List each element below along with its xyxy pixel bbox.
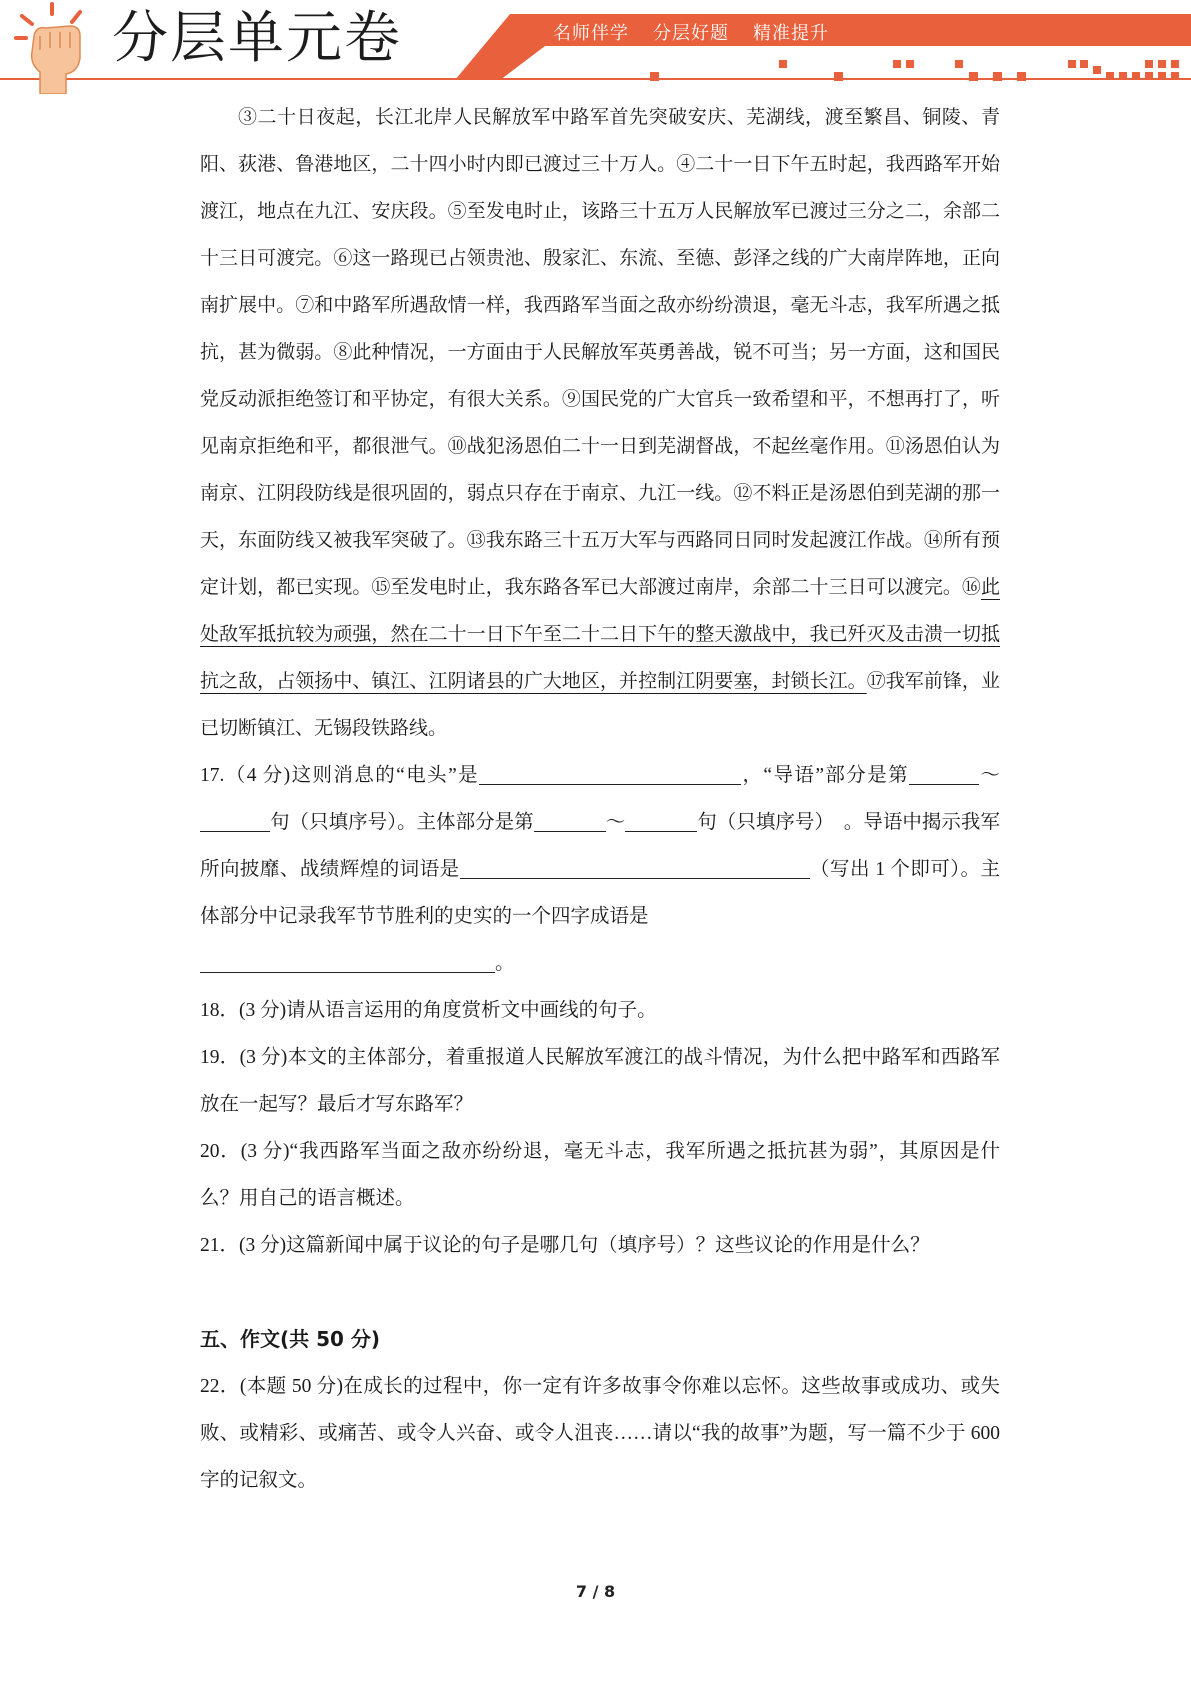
page-header [0, 0, 1191, 95]
slogan-2: 分层好题 [653, 23, 729, 44]
page-content [200, 94, 1000, 1504]
header-title: 分层单元卷 [112, 6, 402, 71]
q17-text-5: ～ [605, 812, 626, 833]
passage-text: ③二十日夜起，长江北岸人民解放军中路军首先突破安庆、芜湖线，渡至繁昌、铜陵、青阳、荻港、鲁港地区，二十四小时内即已渡过三十万人。④二十一日下午五时起，我西路军开始渡江，地点在九江、安庆段。⑤至发电时止，该路三十五万人民解放军已渡过三分之二，余部二十三日可渡完。⑥这一路现已占领贵池、殷家汇、东流、至德、彭泽之线的广大南岸阵地，正向南扩展中。⑦和中路军所遇敌情一样，我西路军当面之敌亦纷纷溃退，毫无斗志，我军所遇之抵抗，甚为微弱。⑧此种情况，一方面由于人民解放军英勇善战，锐不可当；另一方面，这和国民党反动派拒绝签订和平协定，有很大关系。⑨国民党的广大官兵一致希望和平，不想再打了，听见南京拒绝和平，都很泄气。⑩战犯汤恩伯二十一日到芜湖督战，不起丝毫作用。⑪汤恩伯认为南京、江阴段防线是很巩固的，弱点只存在于南京、九江一线。⑫不料正是汤恩伯到芜湖的那一天，东面防线又被我军突破了。⑬我东路三十五万大军与西路同日同时发起渡江作战。⑭所有预定计划，都已实现。⑮至发电时止，我东路各军已大部渡过南岸，余部二十三日可以渡完。⑯ [200, 106, 1000, 598]
raised-fist-icon [12, 2, 100, 94]
answer-blank[interactable] [460, 857, 810, 879]
question-20: 20．(3 分)“我西路军当面之敌亦纷纷退，毫无斗志，我军所遇之抵抗甚为弱”，其原因是什么？用自己的语言概述。 [200, 1141, 1000, 1209]
page-number: 7 / 8 [575, 1582, 616, 1601]
question-22: 22．(本题 50 分)在成长的过程中，你一定有许多故事令你难以忘怀。这些故事或成功、或失败、或精彩、或痛苦、或令人兴奋、或令人沮丧……请以“我的故事”为题，写一篇不少于 600 字的记叙文。 [200, 1376, 1000, 1491]
slogan-3: 精准提升 [753, 23, 829, 44]
slogan-1: 名师伴学 [553, 23, 629, 44]
answer-blank[interactable] [200, 810, 270, 832]
section-title: 五、作文(共 50 分) [200, 1327, 381, 1351]
header-slogan [553, 20, 829, 48]
q17-text-8: 。 [495, 953, 515, 974]
question-21: 21．(3 分)这篇新闻中属于议论的句子是哪几句（填序号）？这些议论的作用是什么？ [200, 1235, 930, 1256]
q17-text-1: 17.（4 分)这则消息的“电头”是 [200, 765, 480, 786]
q17-text-6: 句（只填序号） 。导语中揭示我军所向披靡、战绩辉煌的词语是 [200, 812, 1000, 880]
answer-blank[interactable] [625, 810, 697, 832]
answer-blank[interactable] [479, 763, 741, 785]
q17-text-3: ～ [979, 765, 1000, 786]
news-passage [200, 94, 1000, 752]
passage-ending: ⑰我军前锋，业已切断镇江、无锡段铁路线。 [200, 670, 1000, 739]
q17-text-2: ，“导语”部分是第 [741, 765, 910, 786]
answer-blank[interactable] [200, 951, 495, 973]
question-17 [200, 752, 1000, 987]
question-19: 19．(3 分)本文的主体部分，着重报道人民解放军渡江的战斗情况，为什么把中路军和西路军放在一起写？最后才写东路军？ [200, 1047, 1000, 1115]
q17-text-7: （写出 1 个即可）。主体部分中记录我军节节胜利的史实的一个四字成语是 [200, 859, 1000, 927]
q17-text-4: 句（只填序号）。主体部分是第 [270, 812, 534, 833]
underlined-sentence: 此处敌军抵抗较为顽强，然在二十一日下午至二十二日下午的整天激战中，我已歼灭及击溃一切抵抗之敌，占领扬中、镇江、江阴诸县的广大地区，并控制江阴要塞，封锁长江。 [200, 576, 1000, 692]
spacer [200, 1269, 1000, 1316]
answer-blank[interactable] [909, 763, 979, 785]
question-18: 18．(3 分)请从语言运用的角度赏析文中画线的句子。 [200, 1000, 657, 1021]
answer-blank[interactable] [534, 810, 606, 832]
